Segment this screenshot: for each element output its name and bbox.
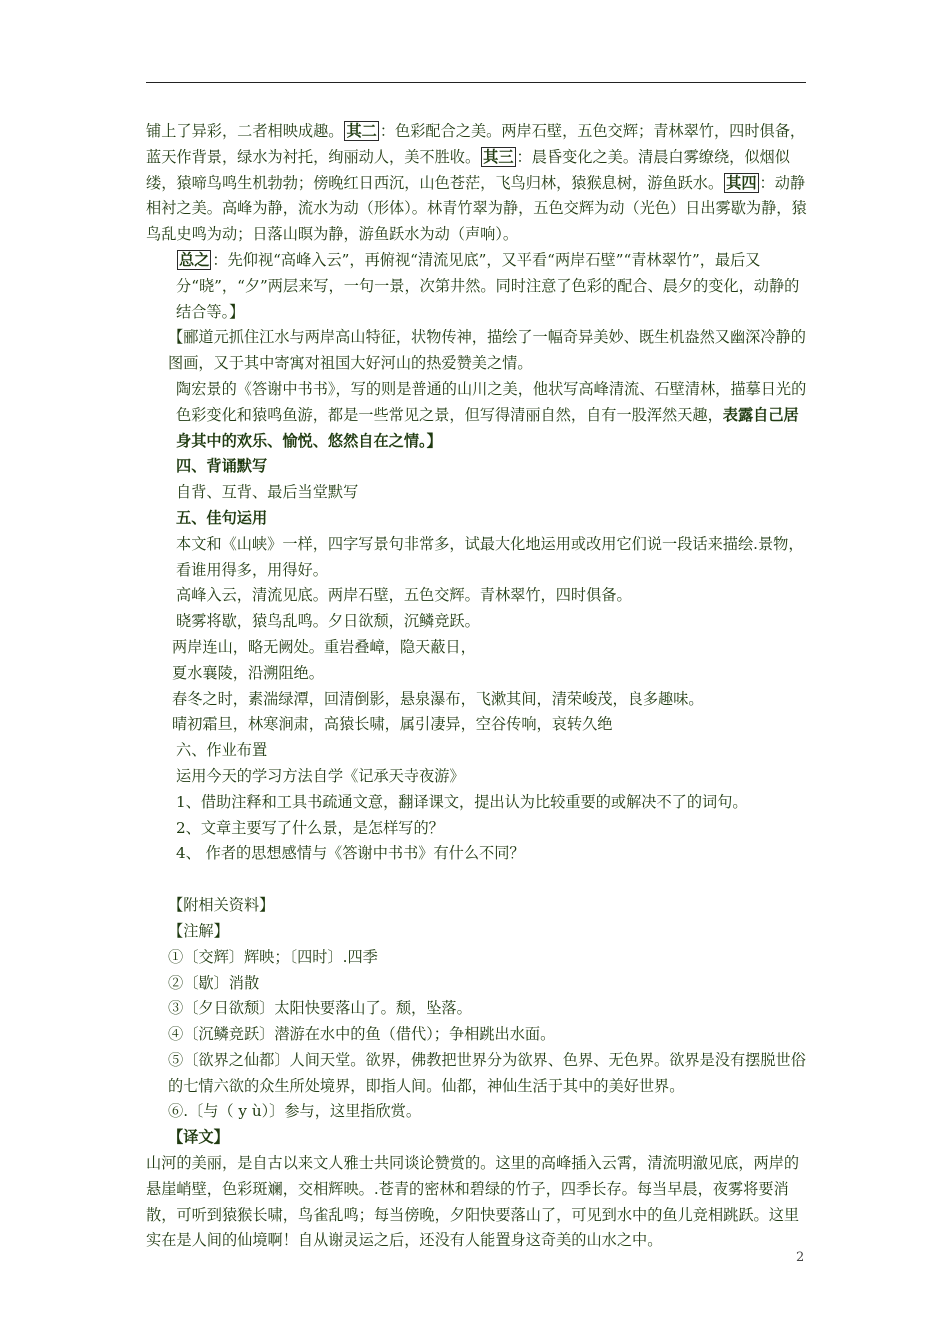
translation-title: 【译文】	[168, 1128, 229, 1147]
paragraph-taohongjing	[146, 377, 811, 454]
verse-line: 夏水襄陵，沿溯阻绝。	[172, 663, 324, 682]
bold-text: 表露自己居身其中的欢乐、愉悦、悠然自在之情。】	[176, 405, 799, 450]
heading-homework: 六、作业布置	[176, 741, 268, 760]
paragraph-analysis	[146, 119, 811, 248]
boxed-label: 其二	[346, 122, 377, 140]
heading-recite: 四、背诵默写	[176, 457, 268, 476]
heading-sentences: 五、佳句运用	[176, 508, 268, 527]
homework-item: 运用今天的学习方法自学《记承天寺夜游》	[176, 766, 465, 785]
text-segment: 陶宏景的《答谢中书书》，写的则是普通的山川之美，他状写高峰清流、石壁清林，描摹日光的色彩变化和猿鸣鱼游，都是一些常见之景，但写得清丽自然，自有一股浑然天趣，	[176, 379, 807, 424]
header-rule	[146, 82, 806, 83]
boxed-label: 总之	[179, 250, 210, 269]
appendix-title: 【附相关资料】	[168, 896, 275, 915]
text-segment: 铺上了异彩，二者相映成趣。	[146, 122, 344, 140]
page-number: 2	[796, 1250, 805, 1265]
verse-line: 春冬之时，素湍绿潭，回清倒影，悬泉瀑布，飞漱其间，清荣峻茂，良多趣味。	[172, 689, 704, 708]
spacer	[146, 867, 811, 893]
note-item: ④〔沉鳞竞跃〕潜游在水中的鱼（借代）；争相跳出水面。	[168, 1025, 556, 1044]
sentences-instructions: 本文和《山峡》一样，四字写景句非常多，试最大化地运用或改用它们说一段话来描绘.景物，看谁用得多，用得好。	[176, 534, 804, 579]
paragraph-commentary: 【郦道元抓住江水与两岸高山特征，状物传神，描绘了一幅奇异美妙、既生机盎然又幽深冷静的图画，又于其中寄寓对祖国大好河山的热爱赞美之情。	[168, 328, 806, 373]
paragraph-summary	[146, 248, 811, 325]
verse-line: 晴初霜旦，林寒涧肃，高猿长啸，属引凄异，空谷传响，哀转久绝	[172, 715, 613, 734]
note-item: ⑤〔欲界之仙都〕人间天堂。欲界，佛教把世界分为欲界、色界、无色界。欲界是没有摆脱世俗的七情六欲的众生所处境界，即指人间。仙都，神仙生活于其中的美好世界。	[168, 1050, 806, 1095]
note-item: ②〔歇〕消散	[168, 973, 260, 992]
boxed-label: 其三	[483, 147, 514, 166]
notes-title: 【注解】	[168, 921, 229, 940]
text-segment: ：先仰视“高峰入云”，再俯视“清流见底”，又平看“两岸石壁”“青林翠竹”，最后又分“晓”，“夕”两层来写，一句一景，次第井然。同时注意了色彩的配合、晨夕的变化，动静的结合等。】	[176, 250, 800, 321]
note-item: ③〔夕日欲颓〕太阳快要落山了。颓，坠落。	[168, 999, 472, 1018]
boxed-label: 其四	[726, 173, 757, 192]
text-segment: ：晨昏变化之美。清晨白雾缭绕，似烟似缕，猿啼鸟鸣生机勃勃；傍晚红日西沉，山色苍茫，飞鸟归林，猿猴息树，游鱼跃水。	[146, 147, 790, 192]
verse-line: 晓雾将歇，猿鸟乱鸣。夕日欲颓，沉鳞竞跃。	[176, 612, 480, 631]
text-segment: ：动静相衬之美。高峰为静，流水为动（形体）。林青竹翠为静，五色交辉为动（光色）日出雾歇为静，猿鸟乱史鸣为动；日落山暝为静，游鱼跃水为动（声响）。	[146, 173, 807, 244]
homework-item: 1、借助注释和工具书疏通文意，翻译课文，提出认为比较重要的或解决不了的词句。	[176, 792, 748, 811]
homework-item: 4、 作者的思想感情与《答谢中书书》有什么不同？	[176, 844, 525, 863]
document-body	[146, 119, 811, 1254]
note-item: ⑥.〔与（ y ù）〕参与，这里指欣赏。	[168, 1102, 422, 1121]
note-item: ①〔交辉〕辉映；〔四时〕.四季	[168, 947, 378, 966]
text-segment: ：色彩配合之美。两岸石壁，五色交辉；青林翠竹，四时俱备，蓝天作背景，绿水为衬托，绚丽动人，美不胜收。	[146, 122, 806, 166]
recite-instructions: 自背、互背、最后当堂默写	[176, 483, 359, 502]
translation-text: 山河的美丽，是自古以来文人雅士共同谈论赞赏的。这里的高峰插入云霄，清流明澈见底，两岸的悬崖峭壁，色彩斑斓，交相辉映。.苍青的密林和碧绿的竹子，四季长存。每当早晨，夜雾将要消散，可听到猿猴长啸，鸟雀乱鸣；每当傍晚，夕阳快要落山了，可见到水中的鱼儿竞相跳跃。这里实在是人间的仙境啊！自从谢灵运之后，还没有人能置身这奇美的山水之中。	[146, 1154, 800, 1250]
verse-line: 两岸连山，略无阙处。重岩叠嶂，隐天蔽日，	[172, 637, 476, 656]
verse-line: 高峰入云，清流见底。两岸石壁，五色交辉。青林翠竹，四时俱备。	[176, 586, 632, 605]
homework-item: 2、文章主要写了什么景，是怎样写的？	[176, 818, 444, 837]
